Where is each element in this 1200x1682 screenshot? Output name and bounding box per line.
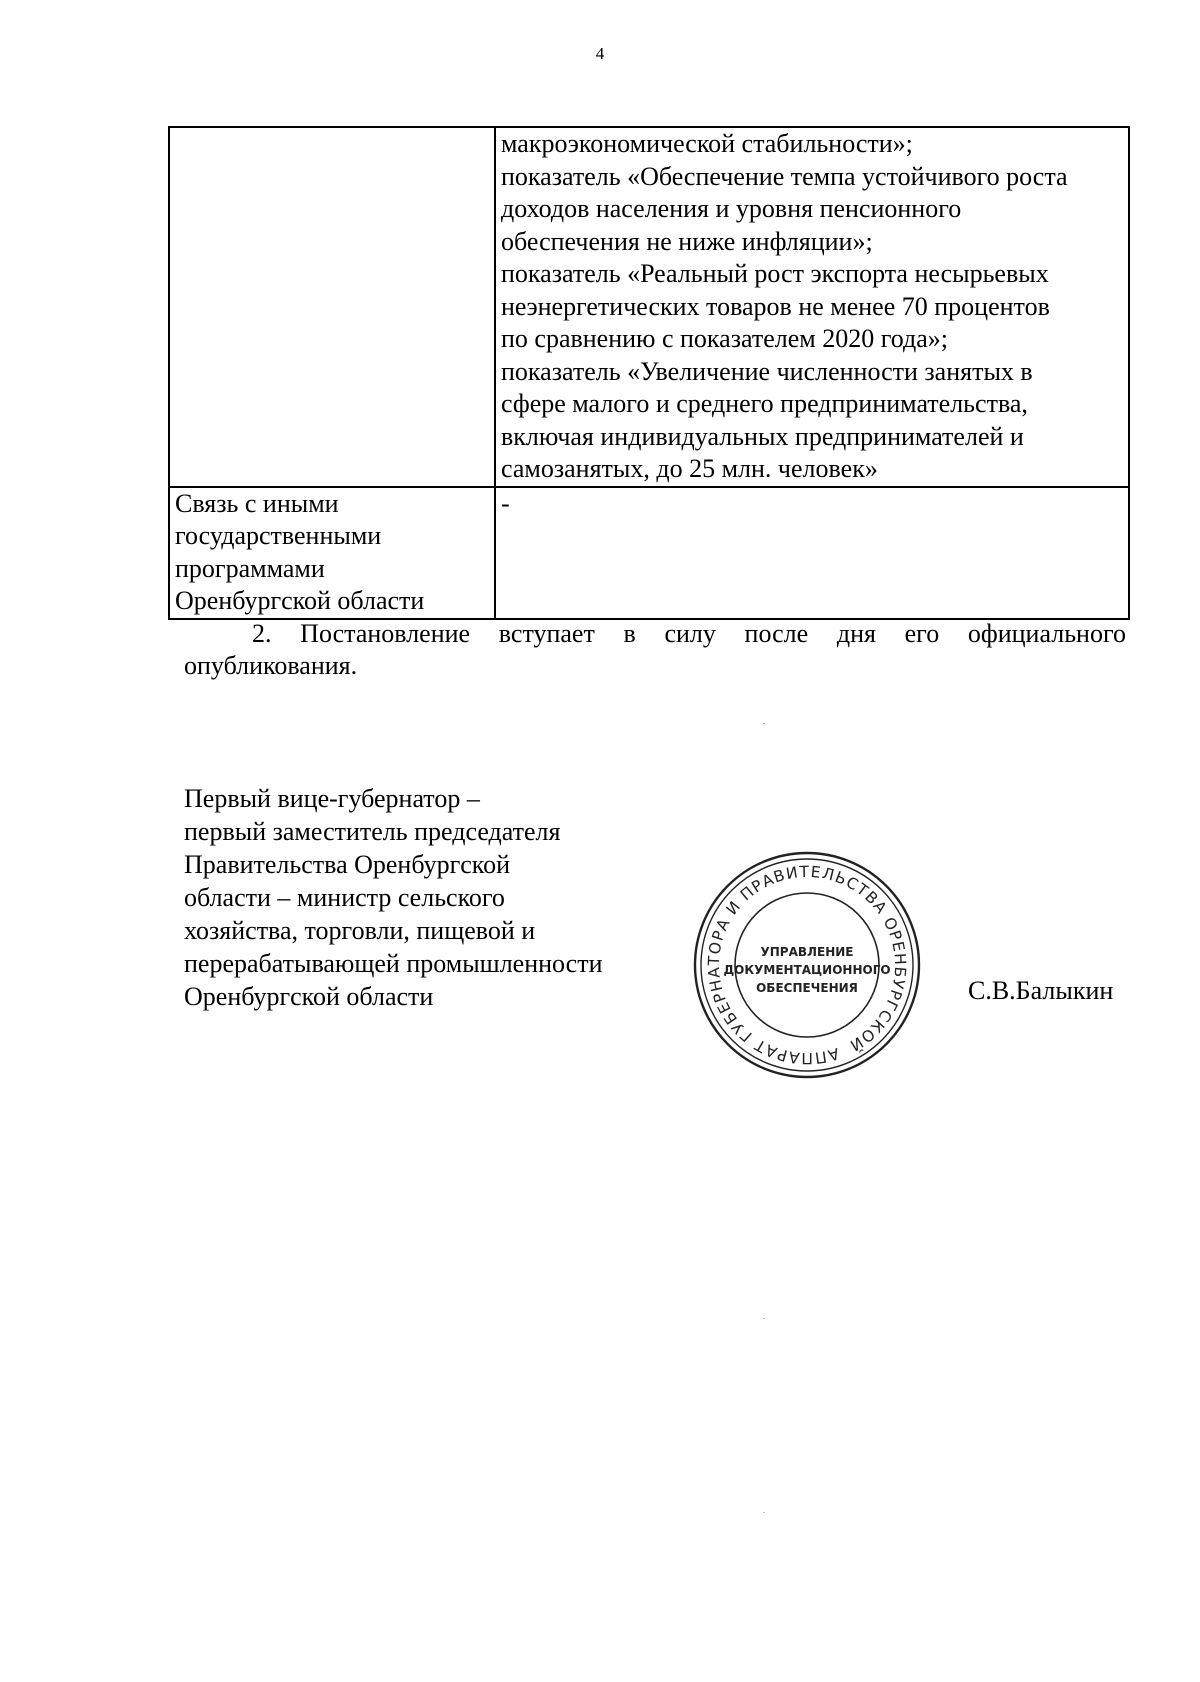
program-passport-table (168, 126, 1130, 620)
label-line: программами (175, 553, 325, 583)
table-row (169, 487, 1129, 619)
table-cell-label (169, 487, 495, 619)
signer-title-line: первый заместитель председателя (184, 817, 561, 846)
scan-speck (763, 1512, 765, 1513)
stamp-center-line: ДОКУМЕНТАЦИОННОГО (723, 963, 891, 977)
signer-title-line: перерабатывающей промышленности (184, 949, 603, 978)
signer-title-line: хозяйства, торговли, пищевой и (184, 916, 536, 945)
indicator-line: показатель «Увеличение численности занятых в (501, 356, 1033, 386)
signer-title-line: Правительства Оренбургской (184, 850, 511, 879)
signer-title-line: области – министр сельского (184, 883, 505, 912)
indicator-line: обеспечения не ниже инфляции»; (501, 226, 873, 256)
indicator-line: показатель «Обеспечение темпа устойчивого роста (501, 161, 1068, 191)
signer-title-line: Первый вице-губернатор – (184, 784, 480, 813)
indicator-line: самозанятых, до 25 млн. человек» (501, 454, 878, 483)
scan-speck (763, 723, 765, 724)
label-line: государственными (175, 521, 382, 550)
paragraph-2-line-1: 2. Постановление вступает в силу после дня его официального (252, 619, 1126, 648)
signer-title-line: Оренбургской области (184, 982, 434, 1011)
label-line: Оренбургской области (175, 586, 425, 615)
signer-name: С.В.Балыкин (968, 976, 1114, 1005)
label-line: Связь с иными (175, 488, 339, 518)
indicator-line: показатель «Реальный рост экспорта несырьевых (501, 259, 1049, 288)
paragraph-2-line-2: опубликования. (184, 651, 358, 680)
stamp-seal (690, 848, 924, 1082)
table-cell-empty (169, 127, 495, 487)
table-cell-indicators (495, 127, 1129, 487)
scan-speck (763, 1318, 765, 1319)
table-row (169, 127, 1129, 487)
indicator-line: доходов населения и уровня пенсионного (501, 194, 962, 223)
table-cell-value (495, 487, 1129, 619)
stamp-ring-textpath: АППАРАТ ГУБЕРНАТОРА И ПРАВИТЕЛЬСТВА ОРЕНБУРГСКОЙ (704, 862, 910, 1068)
value-dash: - (501, 488, 510, 518)
indicator-line: сфере малого и среднего предпринимательства, (501, 389, 1028, 418)
stamp-center-line: УПРАВЛЕНИЕ (760, 945, 854, 959)
indicator-line: макроэкономической стабильности»; (501, 129, 913, 158)
signer-title (184, 782, 603, 1013)
paragraph-2 (184, 618, 1126, 650)
indicator-line: по сравнению с показателем 2020 года»; (501, 324, 948, 353)
official-stamp (690, 848, 924, 1082)
page-number: 4 (595, 44, 605, 63)
indicator-line: включая индивидуальных предпринимателей и (501, 421, 1024, 451)
stamp-center-line: ОБЕСПЕЧЕНИЯ (756, 981, 858, 995)
indicator-line: неэнергетических товаров не менее 70 процентов (501, 291, 1050, 321)
